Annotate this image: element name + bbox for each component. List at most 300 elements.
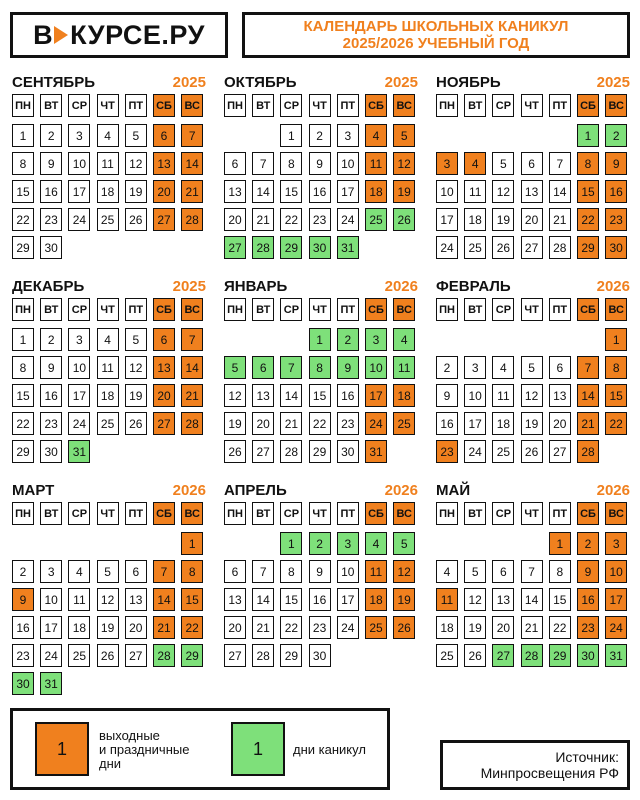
day-cell: 8 (605, 356, 627, 379)
month-header (224, 482, 424, 502)
day-cell: 30 (577, 644, 599, 667)
day-cell: 2 (337, 328, 359, 351)
legend-weekend-label (99, 729, 189, 771)
day-cell: 11 (97, 356, 119, 379)
day-cell: 7 (153, 560, 175, 583)
day-cell: 2 (40, 328, 62, 351)
weekday-header: ПН (12, 298, 34, 321)
day-cell: 25 (365, 616, 387, 639)
month-year: 2026 (172, 482, 206, 499)
day-cell: 26 (492, 236, 514, 259)
day-cell: 3 (40, 560, 62, 583)
weekday-header: СР (492, 502, 514, 525)
day-cell: 26 (393, 208, 415, 231)
day-cell: 9 (12, 588, 34, 611)
day-cell: 5 (224, 356, 246, 379)
day-cell: 6 (521, 152, 543, 175)
day-cell: 16 (40, 180, 62, 203)
day-cell: 30 (309, 236, 331, 259)
day-cell: 13 (549, 384, 571, 407)
day-cell: 15 (12, 180, 34, 203)
day-cell: 7 (252, 152, 274, 175)
day-cell: 2 (12, 560, 34, 583)
month-grid (12, 298, 212, 478)
day-cell: 11 (436, 588, 458, 611)
day-cell: 24 (40, 644, 62, 667)
weekday-header: ЧТ (97, 502, 119, 525)
day-cell: 16 (337, 384, 359, 407)
month-grid (436, 94, 636, 274)
weekday-header: ЧТ (309, 298, 331, 321)
weekday-header: СБ (365, 502, 387, 525)
weekday-header: СР (280, 94, 302, 117)
day-cell: 4 (393, 328, 415, 351)
day-cell: 17 (337, 180, 359, 203)
day-cell: 29 (577, 236, 599, 259)
month-calendar (12, 482, 212, 691)
month-year: 2026 (384, 278, 418, 295)
day-cell: 1 (280, 124, 302, 147)
day-cell: 3 (337, 532, 359, 555)
day-cell: 12 (125, 152, 147, 175)
day-cell: 31 (337, 236, 359, 259)
legend-weekend-line2: и праздничные (99, 742, 190, 757)
weekday-header: ПТ (337, 502, 359, 525)
day-cell: 1 (577, 124, 599, 147)
day-cell: 13 (153, 152, 175, 175)
month-calendar (12, 74, 212, 274)
day-cell: 29 (12, 440, 34, 463)
weekday-header: ВС (393, 502, 415, 525)
weekday-header: ПН (12, 502, 34, 525)
day-cell: 4 (492, 356, 514, 379)
day-cell: 7 (181, 328, 203, 351)
month-year: 2025 (384, 74, 418, 91)
page-title (242, 12, 630, 58)
day-cell: 5 (393, 124, 415, 147)
weekday-header: СР (280, 502, 302, 525)
day-cell: 29 (309, 440, 331, 463)
day-cell: 28 (181, 208, 203, 231)
weekday-header: ПТ (549, 298, 571, 321)
month-header (12, 482, 212, 502)
month-name: СЕНТЯБРЬ (12, 74, 95, 91)
day-cell: 31 (40, 672, 62, 695)
day-cell: 25 (97, 208, 119, 231)
month-calendar (224, 74, 424, 274)
logo-text-part2: КУРСЕ.РУ (70, 19, 205, 50)
weekday-header: ПН (224, 298, 246, 321)
day-cell: 2 (577, 532, 599, 555)
weekday-header: ПТ (337, 94, 359, 117)
day-cell: 26 (97, 644, 119, 667)
day-cell: 28 (181, 412, 203, 435)
weekday-header: ВТ (40, 502, 62, 525)
day-cell: 24 (68, 208, 90, 231)
day-cell: 23 (40, 208, 62, 231)
day-cell: 26 (224, 440, 246, 463)
day-cell: 18 (436, 616, 458, 639)
day-cell: 12 (393, 152, 415, 175)
month-header (224, 74, 424, 94)
day-cell: 6 (252, 356, 274, 379)
day-cell: 30 (12, 672, 34, 695)
day-cell: 18 (464, 208, 486, 231)
day-cell: 3 (68, 124, 90, 147)
weekday-header: СР (68, 94, 90, 117)
day-cell: 7 (577, 356, 599, 379)
day-cell: 30 (605, 236, 627, 259)
day-cell: 26 (393, 616, 415, 639)
day-cell: 9 (337, 356, 359, 379)
day-cell: 14 (549, 180, 571, 203)
day-cell: 27 (153, 412, 175, 435)
weekday-header: СР (68, 298, 90, 321)
weekday-header: СБ (577, 502, 599, 525)
weekday-header: ВТ (252, 94, 274, 117)
day-cell: 15 (577, 180, 599, 203)
day-cell: 15 (181, 588, 203, 611)
day-cell: 2 (309, 532, 331, 555)
day-cell: 12 (125, 356, 147, 379)
day-cell: 23 (12, 644, 34, 667)
day-cell: 20 (492, 616, 514, 639)
day-cell: 17 (365, 384, 387, 407)
day-cell: 20 (153, 384, 175, 407)
weekday-header: СБ (365, 298, 387, 321)
weekday-header: ВТ (252, 502, 274, 525)
legend-weekend-line1: выходные (99, 728, 160, 743)
day-cell: 3 (436, 152, 458, 175)
day-cell: 13 (252, 384, 274, 407)
day-cell: 4 (97, 328, 119, 351)
legend-weekend-swatch (35, 722, 89, 776)
day-cell: 17 (464, 412, 486, 435)
page-title-line2: 2025/2026 УЧЕБНЫЙ ГОД (342, 35, 530, 52)
day-cell: 1 (549, 532, 571, 555)
day-cell: 6 (224, 152, 246, 175)
day-cell: 26 (125, 412, 147, 435)
day-cell: 25 (365, 208, 387, 231)
day-cell: 8 (12, 356, 34, 379)
weekday-header: СР (68, 502, 90, 525)
day-cell: 11 (365, 560, 387, 583)
day-cell: 2 (309, 124, 331, 147)
month-calendar (224, 482, 424, 682)
day-cell: 21 (181, 384, 203, 407)
day-cell: 24 (337, 208, 359, 231)
day-cell: 4 (436, 560, 458, 583)
day-cell: 1 (181, 532, 203, 555)
day-cell: 21 (252, 208, 274, 231)
day-cell: 9 (605, 152, 627, 175)
day-cell: 7 (252, 560, 274, 583)
day-cell: 5 (393, 532, 415, 555)
weekday-header: ПТ (125, 502, 147, 525)
day-cell: 11 (68, 588, 90, 611)
day-cell: 21 (549, 208, 571, 231)
day-cell: 5 (464, 560, 486, 583)
day-cell: 16 (309, 180, 331, 203)
day-cell: 31 (365, 440, 387, 463)
day-cell: 20 (224, 616, 246, 639)
month-year: 2026 (596, 482, 630, 499)
day-cell: 4 (464, 152, 486, 175)
day-cell: 3 (605, 532, 627, 555)
month-grid (12, 502, 212, 691)
weekday-header: ПН (436, 94, 458, 117)
day-cell: 19 (393, 180, 415, 203)
weekday-header: ВТ (252, 298, 274, 321)
day-cell: 13 (153, 356, 175, 379)
day-cell: 17 (40, 616, 62, 639)
day-cell: 17 (436, 208, 458, 231)
day-cell: 8 (280, 152, 302, 175)
weekday-header: ВТ (40, 94, 62, 117)
day-cell: 5 (492, 152, 514, 175)
day-cell: 13 (492, 588, 514, 611)
month-calendar (436, 278, 636, 478)
day-cell: 1 (309, 328, 331, 351)
month-name: МАРТ (12, 482, 55, 499)
month-calendar (224, 278, 424, 478)
day-cell: 24 (436, 236, 458, 259)
legend-holiday-number: 1 (252, 738, 263, 759)
day-cell: 15 (549, 588, 571, 611)
day-cell: 6 (153, 124, 175, 147)
day-cell: 22 (280, 616, 302, 639)
weekday-header: ПН (12, 94, 34, 117)
day-cell: 1 (605, 328, 627, 351)
day-cell: 11 (464, 180, 486, 203)
weekday-header: СБ (577, 298, 599, 321)
day-cell: 25 (464, 236, 486, 259)
day-cell: 7 (280, 356, 302, 379)
day-cell: 6 (224, 560, 246, 583)
weekday-header: ВС (181, 298, 203, 321)
day-cell: 18 (393, 384, 415, 407)
day-cell: 26 (521, 440, 543, 463)
day-cell: 22 (309, 412, 331, 435)
day-cell: 16 (577, 588, 599, 611)
weekday-header: ПТ (125, 94, 147, 117)
day-cell: 13 (224, 588, 246, 611)
day-cell: 11 (492, 384, 514, 407)
day-cell: 10 (365, 356, 387, 379)
day-cell: 18 (68, 616, 90, 639)
month-year: 2026 (384, 482, 418, 499)
day-cell: 10 (605, 560, 627, 583)
day-cell: 8 (12, 152, 34, 175)
day-cell: 13 (521, 180, 543, 203)
day-cell: 27 (224, 644, 246, 667)
weekday-header: ВТ (464, 502, 486, 525)
month-year: 2025 (172, 278, 206, 295)
month-name: МАЙ (436, 482, 471, 499)
day-cell: 21 (280, 412, 302, 435)
day-cell: 12 (464, 588, 486, 611)
day-cell: 10 (40, 588, 62, 611)
day-cell: 4 (68, 560, 90, 583)
day-cell: 20 (153, 180, 175, 203)
weekday-header: СР (492, 94, 514, 117)
month-calendar (12, 278, 212, 478)
day-cell: 14 (252, 180, 274, 203)
weekday-header: СБ (153, 502, 175, 525)
day-cell: 17 (68, 180, 90, 203)
day-cell: 9 (309, 560, 331, 583)
day-cell: 29 (280, 644, 302, 667)
weekday-header: ВС (605, 502, 627, 525)
day-cell: 19 (393, 588, 415, 611)
day-cell: 13 (224, 180, 246, 203)
day-cell: 5 (521, 356, 543, 379)
day-cell: 27 (125, 644, 147, 667)
day-cell: 22 (12, 412, 34, 435)
weekday-header: ПН (436, 502, 458, 525)
day-cell: 22 (12, 208, 34, 231)
weekday-header: ВС (181, 502, 203, 525)
day-cell: 21 (153, 616, 175, 639)
weekday-header: ПТ (337, 298, 359, 321)
day-cell: 28 (521, 644, 543, 667)
day-cell: 28 (549, 236, 571, 259)
day-cell: 19 (492, 208, 514, 231)
weekday-header: СР (492, 298, 514, 321)
day-cell: 10 (337, 152, 359, 175)
day-cell: 27 (549, 440, 571, 463)
day-cell: 2 (40, 124, 62, 147)
source-line1: Источник: (555, 749, 619, 765)
page-title-line1: КАЛЕНДАРЬ ШКОЛЬНЫХ КАНИКУЛ (303, 18, 569, 35)
day-cell: 10 (337, 560, 359, 583)
day-cell: 10 (68, 152, 90, 175)
month-year: 2026 (596, 278, 630, 295)
day-cell: 25 (393, 412, 415, 435)
day-cell: 24 (337, 616, 359, 639)
day-cell: 24 (365, 412, 387, 435)
day-cell: 22 (280, 208, 302, 231)
day-cell: 5 (97, 560, 119, 583)
day-cell: 21 (181, 180, 203, 203)
day-cell: 15 (280, 180, 302, 203)
weekday-header: ЧТ (521, 298, 543, 321)
day-cell: 20 (224, 208, 246, 231)
legend-weekend-number: 1 (56, 738, 67, 759)
weekday-header: ПТ (549, 502, 571, 525)
day-cell: 17 (68, 384, 90, 407)
day-cell: 19 (125, 384, 147, 407)
source-note (440, 740, 630, 790)
day-cell: 27 (224, 236, 246, 259)
day-cell: 27 (252, 440, 274, 463)
day-cell: 27 (521, 236, 543, 259)
day-cell: 23 (337, 412, 359, 435)
day-cell: 15 (309, 384, 331, 407)
month-year: 2025 (172, 74, 206, 91)
day-cell: 11 (393, 356, 415, 379)
day-cell: 7 (181, 124, 203, 147)
day-cell: 12 (492, 180, 514, 203)
weekday-header: ПН (224, 502, 246, 525)
day-cell: 15 (12, 384, 34, 407)
month-grid (12, 94, 212, 274)
month-year: 2025 (596, 74, 630, 91)
day-cell: 9 (309, 152, 331, 175)
legend-weekend-line3: дни (99, 756, 122, 771)
logo-text-part1: В (33, 19, 54, 50)
legend-holiday-label: дни каникул (293, 742, 366, 757)
day-cell: 11 (365, 152, 387, 175)
day-cell: 9 (436, 384, 458, 407)
arrow-icon (54, 26, 68, 44)
day-cell: 29 (12, 236, 34, 259)
day-cell: 14 (181, 356, 203, 379)
day-cell: 26 (464, 644, 486, 667)
day-cell: 8 (309, 356, 331, 379)
day-cell: 3 (464, 356, 486, 379)
weekday-header: ВС (393, 94, 415, 117)
day-cell: 24 (605, 616, 627, 639)
day-cell: 8 (577, 152, 599, 175)
month-header (436, 278, 636, 298)
weekday-header: ЧТ (309, 502, 331, 525)
day-cell: 18 (492, 412, 514, 435)
day-cell: 18 (365, 180, 387, 203)
logo (10, 12, 228, 58)
day-cell: 28 (153, 644, 175, 667)
day-cell: 25 (492, 440, 514, 463)
day-cell: 30 (40, 440, 62, 463)
day-cell: 4 (365, 532, 387, 555)
day-cell: 9 (40, 356, 62, 379)
month-header (224, 278, 424, 298)
month-grid (224, 298, 424, 478)
day-cell: 9 (40, 152, 62, 175)
day-cell: 14 (280, 384, 302, 407)
weekday-header: ЧТ (97, 298, 119, 321)
day-cell: 21 (521, 616, 543, 639)
day-cell: 16 (40, 384, 62, 407)
weekday-header: ВС (605, 94, 627, 117)
day-cell: 20 (521, 208, 543, 231)
day-cell: 23 (309, 616, 331, 639)
month-grid (436, 502, 636, 682)
day-cell: 13 (125, 588, 147, 611)
weekday-header: ЧТ (521, 94, 543, 117)
day-cell: 30 (40, 236, 62, 259)
month-name: АПРЕЛЬ (224, 482, 287, 499)
day-cell: 4 (365, 124, 387, 147)
day-cell: 20 (549, 412, 571, 435)
month-name: ЯНВАРЬ (224, 278, 288, 295)
day-cell: 29 (280, 236, 302, 259)
day-cell: 25 (436, 644, 458, 667)
day-cell: 20 (252, 412, 274, 435)
day-cell: 12 (224, 384, 246, 407)
month-calendar (436, 482, 636, 682)
day-cell: 1 (12, 124, 34, 147)
month-header (436, 74, 636, 94)
day-cell: 14 (577, 384, 599, 407)
day-cell: 5 (125, 328, 147, 351)
weekday-header: ЧТ (521, 502, 543, 525)
day-cell: 17 (337, 588, 359, 611)
day-cell: 19 (97, 616, 119, 639)
day-cell: 21 (577, 412, 599, 435)
day-cell: 14 (521, 588, 543, 611)
day-cell: 1 (280, 532, 302, 555)
